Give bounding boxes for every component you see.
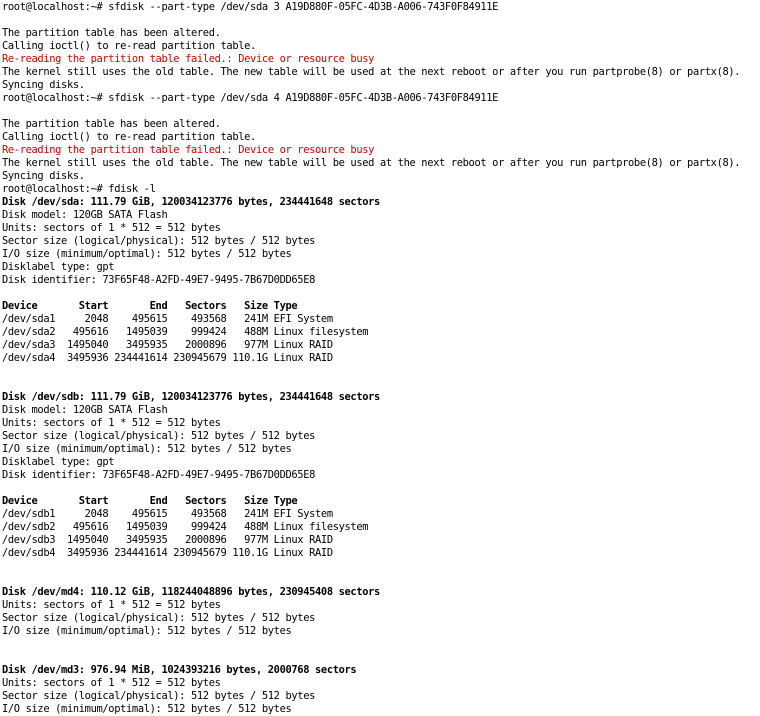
terminal-blank-line [2,482,760,495]
terminal-blank-line [2,651,760,664]
terminal-line: Disklabel type: gpt [2,456,115,468]
terminal-line: /dev/sda4 3495936 234441614 230945679 110.1G Linux RAID [2,352,333,364]
terminal-line: /dev/sdb3 1495040 3495935 2000896 977M Linux RAID [2,534,333,546]
terminal-line: /dev/sdb4 3495936 234441614 230945679 110.1G Linux RAID [2,547,333,559]
terminal-line: The kernel still uses the old table. The new table will be used at the next reboot or after you run partprobe(8) or partx(8). [2,157,741,169]
terminal-line: Sector size (logical/physical): 512 bytes / 512 bytes [2,690,316,702]
terminal-line: Disk /dev/md4: 110.12 GiB, 118244048896 bytes, 230945408 sectors [2,586,380,598]
terminal-line: Calling ioctl() to re-read partition table. [2,40,256,52]
terminal-blank-line [2,573,760,586]
terminal-line: /dev/sda1 2048 495615 493568 241M EFI System [2,313,333,325]
terminal-line: I/O size (minimum/optimal): 512 bytes / 512 bytes [2,703,292,715]
terminal-line: The partition table has been altered. [2,118,221,130]
terminal-blank-line [2,638,760,651]
terminal-line: Sector size (logical/physical): 512 bytes / 512 bytes [2,430,316,442]
terminal-line: Device Start End Sectors Size Type [2,300,298,312]
terminal-line: Device Start End Sectors Size Type [2,495,298,507]
terminal-line: I/O size (minimum/optimal): 512 bytes / 512 bytes [2,248,292,260]
terminal-line: The kernel still uses the old table. The new table will be used at the next reboot or after you run partprobe(8) or partx(8). [2,66,741,78]
terminal-line: Syncing disks. [2,170,85,182]
terminal-line: Units: sectors of 1 * 512 = 512 bytes [2,599,221,611]
terminal-line: Units: sectors of 1 * 512 = 512 bytes [2,417,221,429]
terminal-blank-line [2,560,760,573]
terminal-line: Disk identifier: 73F65F48-A2FD-49E7-9495-7B67D0DD65E8 [2,274,316,286]
terminal-blank-line [2,365,760,378]
terminal-blank-line [2,287,760,300]
terminal-line: Disk model: 120GB SATA Flash [2,404,168,416]
terminal-line: root@localhost:~# fdisk -l [2,183,156,195]
terminal-line: Calling ioctl() to re-read partition table. [2,131,256,143]
terminal-line: Syncing disks. [2,79,85,91]
terminal-error-line: Re-reading the partition table failed.: Device or resource busy [2,144,375,156]
terminal-line: Units: sectors of 1 * 512 = 512 bytes [2,222,221,234]
terminal-line: Disk /dev/sda: 111.79 GiB, 120034123776 bytes, 234441648 sectors [2,196,380,208]
terminal-error-line: Re-reading the partition table failed.: Device or resource busy [2,53,375,65]
terminal-line: Disk /dev/sdb: 111.79 GiB, 120034123776 bytes, 234441648 sectors [2,391,380,403]
terminal-line: /dev/sda2 495616 1495039 999424 488M Linux filesystem [2,326,369,338]
terminal-line: I/O size (minimum/optimal): 512 bytes / 512 bytes [2,443,292,455]
terminal-blank-line [2,105,760,118]
terminal-line: /dev/sda3 1495040 3495935 2000896 977M Linux RAID [2,339,333,351]
terminal-line: The partition table has been altered. [2,27,221,39]
terminal-line: Disklabel type: gpt [2,261,115,273]
terminal-line: /dev/sdb2 495616 1495039 999424 488M Linux filesystem [2,521,369,533]
terminal-line: Disk /dev/md3: 976.94 MiB, 1024393216 bytes, 2000768 sectors [2,664,357,676]
terminal-line: Disk identifier: 73F65F48-A2FD-49E7-9495-7B67D0DD65E8 [2,469,316,481]
terminal-line: /dev/sdb1 2048 495615 493568 241M EFI System [2,508,333,520]
terminal-line: root@localhost:~# sfdisk --part-type /dev/sda 4 A19D880F-05FC-4D3B-A006-743F0F84911E [2,92,499,104]
terminal-blank-line [2,378,760,391]
terminal-line: I/O size (minimum/optimal): 512 bytes / 512 bytes [2,625,292,637]
terminal-line: root@localhost:~# sfdisk --part-type /dev/sda 3 A19D880F-05FC-4D3B-A006-743F0F84911E [2,1,499,13]
terminal-line: Sector size (logical/physical): 512 bytes / 512 bytes [2,612,316,624]
terminal-line: Disk model: 120GB SATA Flash [2,209,168,221]
terminal-blank-line [2,14,760,27]
terminal-line: Sector size (logical/physical): 512 bytes / 512 bytes [2,235,316,247]
terminal-line: Units: sectors of 1 * 512 = 512 bytes [2,677,221,689]
